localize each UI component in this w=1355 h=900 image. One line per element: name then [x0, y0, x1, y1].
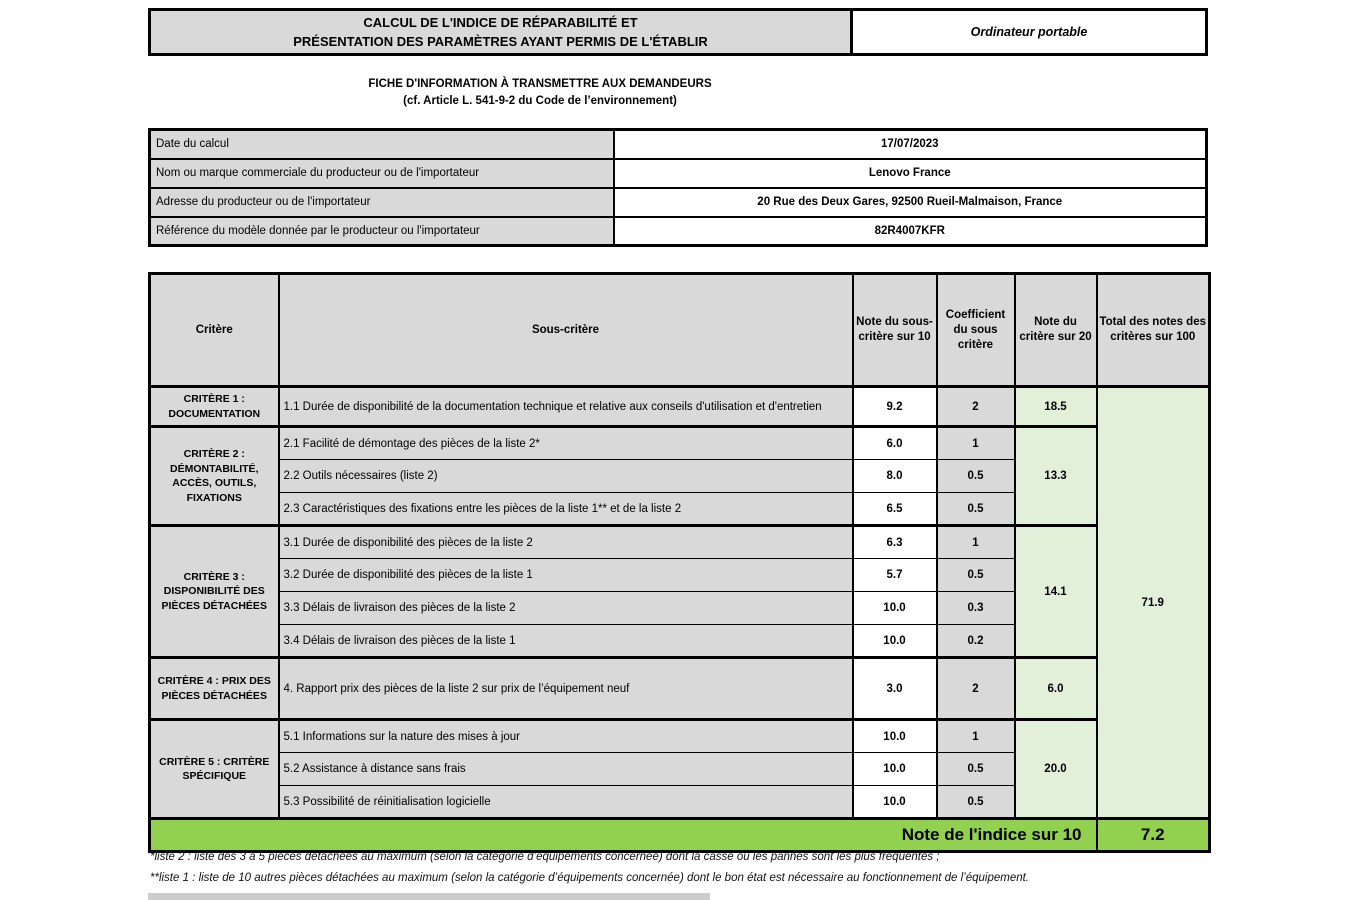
subcriterion-note10: 9.2 [853, 387, 937, 427]
subtitle-line1: FICHE D'INFORMATION À TRANSMETTRE AUX DEMANDEURS [368, 78, 712, 90]
subcriterion-coef: 0.5 [937, 753, 1015, 786]
title-banner [148, 8, 1208, 56]
col-header-coefficient: Coefficient du sous critère [937, 274, 1015, 387]
criteria-table [148, 272, 1211, 853]
subcriterion-label: 5.1 Informations sur la nature des mises à jour [279, 720, 853, 753]
product-category: Ordinateur portable [970, 25, 1088, 39]
criterion-1-label: CRITÈRE 1 : DOCUMENTATION [150, 387, 279, 427]
subcriterion-label: 2.1 Facilité de démontage des pièces de la liste 2* [279, 427, 853, 460]
subcriterion-label: 3.4 Délais de livraison des pièces de la liste 1 [279, 625, 853, 658]
info-label: Adresse du producteur ou de l'importateur [150, 188, 614, 217]
footnote-liste1: **liste 1 : liste de 10 autres pièces détachées au maximum (selon la catégorie d’équipements concernée) dont le bon état est nécessaire au fonctionnement de l’équipement. [150, 872, 1029, 884]
subcriterion-coef: 2 [937, 658, 1015, 720]
info-row-address [150, 188, 1207, 217]
index-score-row [150, 819, 1210, 852]
subcriterion-coef: 2 [937, 387, 1015, 427]
document-title-line1: CALCUL DE L'INDICE DE RÉPARABILITÉ ET [363, 15, 638, 30]
subcriterion-note10: 10.0 [853, 786, 937, 819]
criteria-table-header-row [150, 274, 1210, 387]
subcriterion-label: 2.2 Outils nécessaires (liste 2) [279, 460, 853, 493]
total-score-100: 71.9 [1097, 387, 1210, 819]
criterion-2-label: CRITÈRE 2 : DÉMONTABILITÉ, ACCÈS, OUTILS, FIXATIONS [150, 427, 279, 526]
subcriterion-coef: 0.5 [937, 493, 1015, 526]
subtitle [148, 76, 932, 110]
subcriterion-coef: 1 [937, 427, 1015, 460]
criterion-3-label: CRITÈRE 3 : DISPONIBILITÉ DES PIÈCES DÉTACHÉES [150, 526, 279, 658]
info-label: Date du calcul [150, 130, 614, 159]
subcriterion-coef: 0.3 [937, 592, 1015, 625]
col-header-note10: Note du sous-critère sur 10 [853, 274, 937, 387]
subcriterion-label: 3.2 Durée de disponibilité des pièces de la liste 1 [279, 559, 853, 592]
info-value: 82R4007KFR [614, 217, 1207, 246]
criterion-3-note20: 14.1 [1015, 526, 1097, 658]
info-value: 17/07/2023 [614, 130, 1207, 159]
table-row [150, 720, 1210, 753]
info-row-date [150, 130, 1207, 159]
subcriterion-note10: 10.0 [853, 625, 937, 658]
subcriterion-label: 2.3 Caractéristiques des fixations entre les pièces de la liste 1** et de la liste 2 [279, 493, 853, 526]
subcriterion-label: 5.2 Assistance à distance sans frais [279, 753, 853, 786]
subcriterion-coef: 1 [937, 720, 1015, 753]
table-row [150, 526, 1210, 559]
criterion-1-note20: 18.5 [1015, 387, 1097, 427]
info-label: Nom ou marque commerciale du producteur ou de l'importateur [150, 159, 614, 188]
subcriterion-coef: 0.2 [937, 625, 1015, 658]
subcriterion-coef: 0.5 [937, 460, 1015, 493]
table-row [150, 387, 1210, 427]
info-value: 20 Rue des Deux Gares, 92500 Rueil-Malmaison, France [614, 188, 1207, 217]
subcriterion-note10: 8.0 [853, 460, 937, 493]
subcriterion-coef: 0.5 [937, 559, 1015, 592]
product-info-table [148, 128, 1208, 247]
criterion-2-note20: 13.3 [1015, 427, 1097, 526]
subtitle-line2: (cf. Article L. 541-9-2 du Code de l’environnement) [403, 95, 677, 107]
index-score-value: 7.2 [1097, 819, 1210, 852]
col-header-note20: Note du critère sur 20 [1015, 274, 1097, 387]
index-score-label: Note de l'indice sur 10 [150, 819, 1097, 852]
subcriterion-note10: 10.0 [853, 592, 937, 625]
col-header-total100: Total des notes des critères sur 100 [1097, 274, 1210, 387]
subcriterion-label: 1.1 Durée de disponibilité de la documentation technique et relative aux conseils d'utilisation et d'entretien [279, 387, 853, 427]
criterion-5-note20: 20.0 [1015, 720, 1097, 819]
table-row [150, 658, 1210, 720]
subcriterion-note10: 6.0 [853, 427, 937, 460]
info-row-producer [150, 159, 1207, 188]
document-title-line2: PRÉSENTATION DES PARAMÈTRES AYANT PERMIS DE L'ÉTABLIR [293, 34, 708, 49]
subcriterion-label: 3.3 Délais de livraison des pièces de la liste 2 [279, 592, 853, 625]
bottom-gray-bar [148, 893, 710, 900]
document-title [151, 11, 853, 53]
subcriterion-note10: 3.0 [853, 658, 937, 720]
subcriterion-note10: 10.0 [853, 720, 937, 753]
subcriterion-note10: 6.3 [853, 526, 937, 559]
criterion-5-label: CRITÈRE 5 : CRITÈRE SPÉCIFIQUE [150, 720, 279, 819]
subcriterion-label: 5.3 Possibilité de réinitialisation logicielle [279, 786, 853, 819]
subcriterion-note10: 5.7 [853, 559, 937, 592]
info-row-model-ref [150, 217, 1207, 246]
subcriterion-label: 4. Rapport prix des pièces de la liste 2 sur prix de l’équipement neuf [279, 658, 853, 720]
criterion-4-note20: 6.0 [1015, 658, 1097, 720]
subcriterion-note10: 6.5 [853, 493, 937, 526]
subcriterion-coef: 1 [937, 526, 1015, 559]
product-category-cell [853, 11, 1205, 53]
col-header-criterion: Critère [150, 274, 279, 387]
subcriterion-note10: 10.0 [853, 753, 937, 786]
subcriterion-label: 3.1 Durée de disponibilité des pièces de la liste 2 [279, 526, 853, 559]
info-value: Lenovo France [614, 159, 1207, 188]
table-row [150, 427, 1210, 460]
footnote-liste2: *liste 2 : liste des 3 à 5 pièces détachées au maximum (selon la catégorie d’équipements concernée) dont la casse ou les pannes sont les plus fréquentes ; [150, 851, 940, 863]
criterion-4-label: CRITÈRE 4 : PRIX DES PIÈCES DÉTACHÉES [150, 658, 279, 720]
col-header-subcriterion: Sous-critère [279, 274, 853, 387]
subcriterion-coef: 0.5 [937, 786, 1015, 819]
info-label: Référence du modèle donnée par le producteur ou l'importateur [150, 217, 614, 246]
